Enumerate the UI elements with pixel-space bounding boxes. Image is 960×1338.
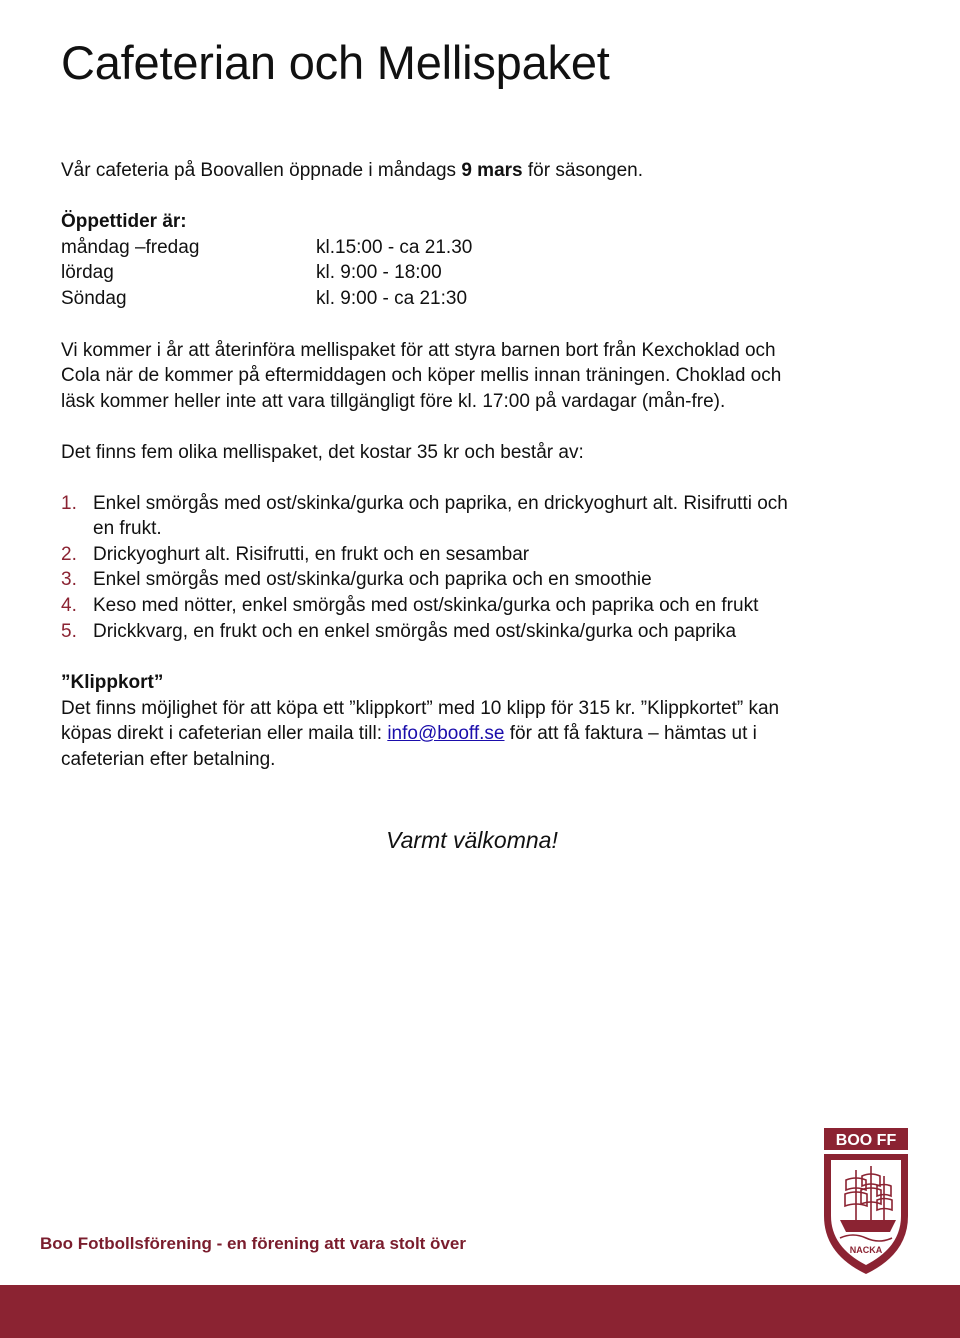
klippkort-line-suffix: för att få faktura – hämtas ut i [504, 723, 757, 744]
klippkort-line [61, 722, 757, 746]
page-title: Cafeterian och Mellispaket [61, 36, 610, 89]
klippkort-line-prefix: köpas direkt i cafeterian eller maila till: [61, 723, 388, 744]
hours-day: lördag [61, 262, 114, 283]
intro-prefix: Vår cafeteria på Boovallen öppnade i måndags [61, 160, 462, 181]
paragraph-line: läsk kommer heller inte att vara tillgängligt före kl. 17:00 på vardagar (mån-fre). [61, 391, 726, 412]
hours-day: måndag –fredag [61, 237, 200, 258]
hours-time: kl. 9:00 - 18:00 [316, 262, 442, 283]
list-item-number: 2. [61, 544, 77, 565]
paragraph-line: Vi kommer i år att återinföra mellispaket för att styra barnen bort från Kexchoklad och [61, 340, 776, 361]
hours-time: kl. 9:00 - ca 21:30 [316, 288, 468, 309]
list-item-number: 4. [61, 595, 77, 616]
closing-greeting: Varmt välkomna! [386, 827, 558, 853]
list-item-text: en frukt. [93, 518, 162, 539]
klippkort-line: Det finns möjlighet för att köpa ett ”klippkort” med 10 klipp för 315 kr. ”Klippkortet” kan [61, 698, 780, 719]
list-item-number: 1. [61, 493, 77, 514]
intro-suffix: för säsongen. [522, 160, 644, 181]
paragraph-line: Cola när de kommer på eftermiddagen och köper mellis innan träningen. Choklad och [61, 365, 782, 386]
hours-time: kl.15:00 - ca 21.30 [316, 237, 473, 258]
logo-top-text: BOO FF [835, 1132, 897, 1149]
boo-ff-logo [816, 1126, 916, 1276]
list-item-text: Keso med nötter, enkel smörgås med ost/skinka/gurka och paprika och en frukt [93, 595, 759, 616]
intro-text [61, 159, 643, 183]
list-item-text: Drickkvarg, en frukt och en enkel smörgås med ost/skinka/gurka och paprika [93, 621, 737, 642]
logo-bottom-text: NACKA [849, 1245, 883, 1255]
email-link[interactable]: info@booff.se [387, 723, 505, 744]
klippkort-heading: ”Klippkort” [61, 672, 164, 693]
list-item-number: 5. [61, 621, 77, 642]
packages-intro: Det finns fem olika mellispaket, det kostar 35 kr och består av: [61, 442, 584, 463]
list-item-number: 3. [61, 569, 77, 590]
intro-date: 9 mars [461, 160, 523, 181]
boo-ff-crest-icon [816, 1126, 916, 1276]
footer-slogan: Boo Fotbollsförening - en förening att vara stolt över [40, 1234, 466, 1253]
footer-bar [0, 1285, 960, 1338]
hours-heading: Öppettider är: [61, 211, 187, 232]
list-item-text: Drickyoghurt alt. Risifrutti, en frukt och en sesambar [93, 544, 530, 565]
hours-day: Söndag [61, 288, 127, 309]
list-item-text: Enkel smörgås med ost/skinka/gurka och paprika och en smoothie [93, 569, 652, 590]
klippkort-line: cafeterian efter betalning. [61, 749, 276, 770]
list-item-text: Enkel smörgås med ost/skinka/gurka och paprika, en drickyoghurt alt. Risifrutti och [93, 493, 788, 514]
